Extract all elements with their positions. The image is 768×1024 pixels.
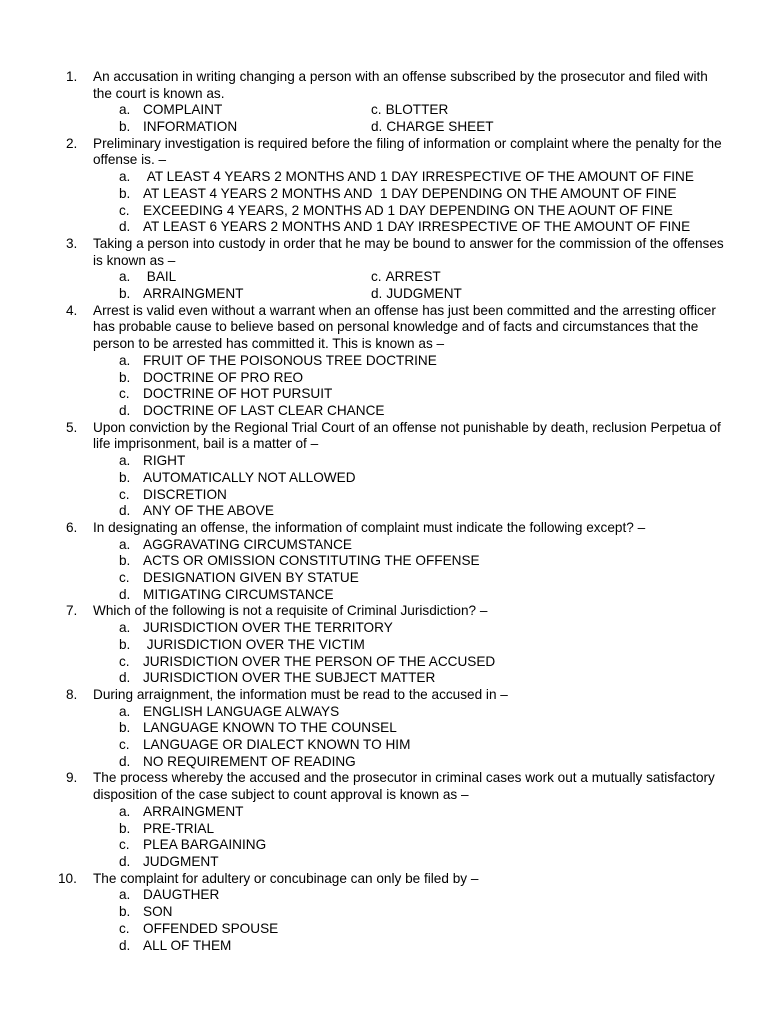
option-letter: b. (119, 286, 131, 302)
option-letter: c. (119, 737, 130, 753)
answer-option (93, 904, 728, 921)
answer-options (0, 102, 768, 135)
option-text: AT LEAST 6 YEARS 2 MONTHS AND 1 DAY IRRESPECTIVE OF THE AMOUNT OF FINE (143, 219, 691, 235)
question-item (0, 303, 768, 353)
answer-options (0, 537, 768, 604)
option-text: DOCTRINE OF PRO REO (143, 369, 304, 385)
option-text: PLEA BARGAINING (143, 837, 267, 853)
option-text: LANGUAGE KNOWN TO THE COUNSEL (143, 720, 397, 736)
answer-option (93, 570, 728, 587)
question-number: 9. (66, 770, 78, 786)
answer-option (93, 587, 728, 604)
option-text: DAUGTHER (143, 887, 220, 903)
option-text: JUDGMENT (143, 853, 219, 869)
option-text: COMPLAINT (143, 102, 223, 118)
question-text: Upon conviction by the Regional Trial Court of an offense not punishable by death, reclusion Perpetua of life imprisonment, bail is a matter of – (93, 419, 721, 452)
option-text: SON (143, 904, 173, 920)
option-text: ARRAINGMENT (143, 286, 244, 302)
answer-row (0, 269, 768, 286)
option-text: INFORMATION (143, 119, 238, 135)
option-text: FRUIT OF THE POISONOUS TREE DOCTRINE (143, 352, 437, 368)
answer-options (0, 704, 768, 771)
option-letter: a. (119, 453, 131, 469)
answer-options (0, 169, 768, 236)
answer-option (93, 353, 728, 370)
answer-options (0, 269, 768, 302)
option-text: NO REQUIREMENT OF READING (143, 753, 356, 769)
answer-option (93, 837, 728, 854)
question-item (0, 69, 768, 102)
option-text: ACTS OR OMISSION CONSTITUTING THE OFFENSE (143, 553, 480, 569)
option-letter: d. (119, 853, 131, 869)
answer-option (93, 737, 728, 754)
answer-option (93, 821, 728, 838)
question-item (0, 871, 768, 888)
answer-option (93, 620, 728, 637)
option-text: AUTOMATICALLY NOT ALLOWED (143, 469, 356, 485)
question-text: The complaint for adultery or concubinage can only be filed by – (93, 870, 479, 886)
option-letter: d. (119, 219, 131, 235)
answer-option (93, 670, 728, 687)
option-letter: a. (119, 352, 131, 368)
option-text: ARRAINGMENT (143, 803, 244, 819)
option-text: ALL OF THEM (143, 937, 232, 953)
answer-option (93, 854, 728, 871)
answer-options (0, 804, 768, 871)
answer-option (93, 887, 728, 904)
answer-option (371, 269, 441, 284)
question-text: Taking a person into custody in order that he may be bound to answer for the commission of the offenses is known as – (93, 236, 724, 268)
answer-row (0, 119, 768, 136)
answer-option (93, 403, 728, 420)
question-text: Which of the following is not a requisite of Criminal Jurisdiction? – (93, 603, 488, 619)
answer-option (93, 537, 728, 554)
answer-options (0, 453, 768, 520)
option-letter: b. (119, 369, 131, 385)
option-letter: b. (119, 469, 131, 485)
question-text: The process whereby the accused and the prosecutor in criminal cases work out a mutually satisfactory disposition of the case subject to count approval is known as – (93, 770, 715, 803)
answer-row (0, 286, 768, 303)
option-letter: c. (119, 653, 130, 669)
option-text: DESIGNATION GIVEN BY STATUE (143, 570, 359, 586)
option-text: ARREST (385, 269, 441, 285)
option-letter: b. (119, 119, 131, 135)
answer-option (93, 637, 728, 654)
option-letter: b. (119, 720, 131, 736)
option-letter: c. (371, 269, 382, 285)
answer-options (0, 620, 768, 687)
option-text: OFFENDED SPOUSE (143, 920, 279, 936)
question-item (0, 770, 768, 803)
question-number: 4. (66, 302, 78, 318)
option-letter: d. (119, 937, 131, 953)
option-letter: c. (119, 486, 130, 502)
answer-option (93, 804, 728, 821)
answer-option (93, 487, 728, 504)
option-text: JUDGMENT (386, 286, 462, 302)
answer-option (93, 386, 728, 403)
option-letter: d. (371, 119, 383, 135)
question-item (0, 420, 768, 453)
option-text: ANY OF THE ABOVE (143, 503, 274, 519)
option-letter: c. (119, 386, 130, 402)
question-item (0, 136, 768, 169)
option-letter: a. (119, 102, 131, 118)
question-text: Arrest is valid even without a warrant when an offense has just been committed and the arresting officer has probable cause to believe based on personal knowledge and of facts and circumstances that the person to be arrested has committed it. This is known as – (93, 302, 716, 352)
answer-option (93, 754, 728, 771)
option-text: EXCEEDING 4 YEARS, 2 MONTHS AD 1 DAY DEPENDING ON THE AOUNT OF FINE (143, 202, 673, 218)
question-text: An accusation in writing changing a person with an offense subscribed by the prosecutor and filed with the court is known as. (93, 69, 708, 101)
option-letter: d. (119, 753, 131, 769)
question-number: 8. (66, 686, 78, 702)
question-item (0, 520, 768, 537)
option-letter: b. (119, 904, 131, 920)
answer-option (93, 470, 728, 487)
option-letter: a. (119, 269, 131, 285)
question-list (0, 69, 768, 954)
option-letter: b. (119, 820, 131, 836)
option-letter: b. (119, 185, 131, 201)
option-text: CHARGE SHEET (386, 119, 494, 135)
option-text: PRE-TRIAL (143, 820, 215, 836)
option-letter: a. (119, 169, 131, 185)
option-text: JURISDICTION OVER THE SUBJECT MATTER (143, 670, 436, 686)
answer-option (93, 553, 728, 570)
question-text: Preliminary investigation is required before the filing of information or complaint where the penalty for the offense is. – (93, 135, 722, 168)
option-letter: d. (119, 503, 131, 519)
option-letter: c. (119, 837, 130, 853)
option-text: JURISDICTION OVER THE TERRITORY (143, 620, 393, 636)
question-text: During arraignment, the information must be read to the accused in – (93, 686, 508, 702)
answer-option (93, 203, 728, 220)
option-text: JURISDICTION OVER THE VICTIM (143, 636, 365, 652)
option-letter: b. (119, 636, 131, 652)
question-number: 10. (58, 870, 77, 886)
option-letter: c. (119, 570, 130, 586)
question-text: In designating an offense, the information of complaint must indicate the following except? – (93, 519, 646, 535)
answer-options (0, 353, 768, 420)
question-item (0, 687, 768, 704)
question-number: 1. (66, 69, 78, 84)
option-text: ENGLISH LANGUAGE ALWAYS (143, 703, 340, 719)
answer-option (93, 654, 728, 671)
option-letter: c. (119, 920, 130, 936)
answer-option (93, 453, 728, 470)
option-text: DISCRETION (143, 486, 227, 502)
answer-option (93, 921, 728, 938)
option-letter: d. (371, 286, 383, 302)
option-text: BLOTTER (385, 102, 449, 118)
answer-option (93, 503, 728, 520)
answer-option (93, 720, 728, 737)
answer-option (93, 186, 728, 203)
option-letter: a. (119, 703, 131, 719)
option-letter: b. (119, 553, 131, 569)
option-letter: d. (119, 403, 131, 418)
answer-option (93, 219, 728, 236)
question-number: 6. (66, 519, 78, 535)
option-letter: c. (371, 102, 382, 118)
answer-option (371, 102, 448, 117)
option-letter: a. (119, 887, 131, 903)
answer-option (371, 286, 462, 301)
option-text: RIGHT (143, 453, 186, 469)
option-text: AGGRAVATING CIRCUMSTANCE (143, 536, 352, 552)
answer-option (93, 704, 728, 721)
option-letter: a. (119, 803, 131, 819)
question-number: 3. (66, 236, 78, 251)
option-text: AT LEAST 4 YEARS 2 MONTHS AND 1 DAY DEPENDING ON THE AMOUNT OF FINE (143, 185, 677, 201)
question-number: 2. (66, 135, 78, 151)
option-letter: c. (119, 202, 130, 218)
answer-option (371, 119, 494, 134)
question-number: 5. (66, 419, 78, 435)
option-text: DOCTRINE OF LAST CLEAR CHANCE (143, 403, 385, 418)
question-number: 7. (66, 603, 78, 619)
option-text: MITIGATING CIRCUMSTANCE (143, 586, 334, 602)
option-letter: a. (119, 620, 131, 636)
answer-row (0, 102, 768, 119)
option-text: BAIL (143, 269, 177, 285)
option-letter: d. (119, 670, 131, 686)
option-text: JURISDICTION OVER THE PERSON OF THE ACCUSED (143, 653, 496, 669)
answer-option (93, 169, 728, 186)
answer-option (93, 370, 728, 387)
option-letter: a. (119, 536, 131, 552)
question-item (0, 236, 768, 269)
question-item (0, 603, 768, 620)
answer-option (93, 938, 728, 955)
answer-options (0, 887, 768, 954)
option-text: LANGUAGE OR DIALECT KNOWN TO HIM (143, 737, 411, 753)
option-letter: d. (119, 586, 131, 602)
option-text: AT LEAST 4 YEARS 2 MONTHS AND 1 DAY IRRESPECTIVE OF THE AMOUNT OF FINE (143, 169, 694, 185)
option-text: DOCTRINE OF HOT PURSUIT (143, 386, 333, 402)
